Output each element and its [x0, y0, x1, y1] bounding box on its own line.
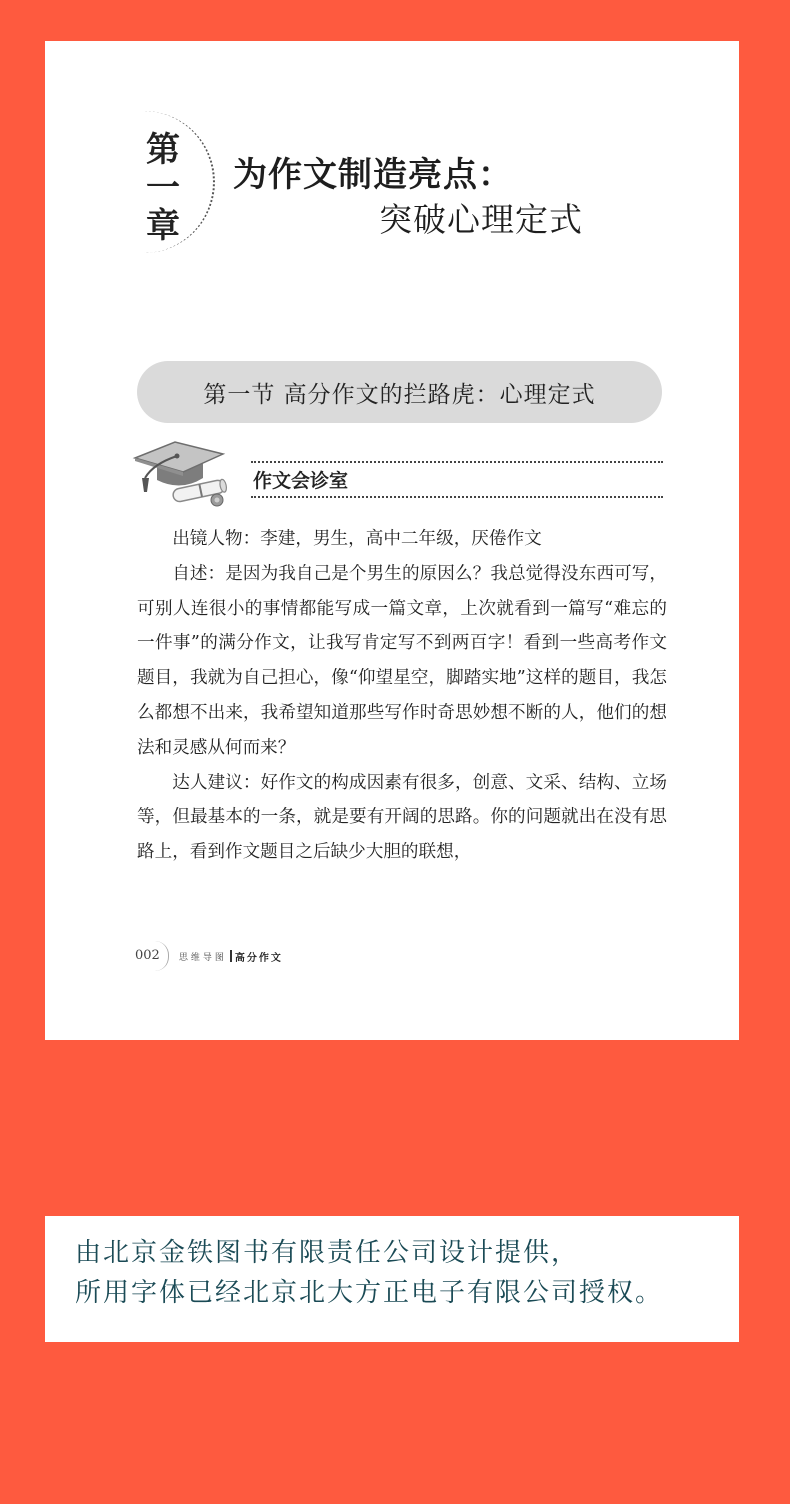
chapter-marker-char-1: 第: [146, 130, 180, 170]
body-text: [137, 522, 667, 870]
page-number: 002: [135, 941, 169, 971]
paragraph-label: 达人建议: [172, 772, 243, 793]
paragraph-label: 自述: [172, 563, 208, 584]
series-name: 思维导图: [178, 952, 227, 963]
chapter-marker-char-3: 章: [146, 206, 180, 246]
book-name: 高分作文: [234, 952, 283, 964]
paragraph-text: ：李建，男生，高中二年级，厌倦作文: [242, 529, 542, 549]
paragraph-profile: [137, 522, 667, 557]
chapter-marker-char-2: 一: [146, 168, 180, 208]
paragraph-text: ：是因为我自己是个男生的原因么？我总觉得没东西可写，可别人连很小的事情都能写成一篇文章，上次就看到一篇写“难忘的一件事”的满分作文，让我写肯定写不到两百字！看到一些高考作文题目，我就为自己担心，像“仰望星空，脚踏实地”这样的题目，我怎么都想不出来，我希望知道那些写作时奇思妙想不断的人，他们的想法和灵感从何而来？: [137, 563, 667, 758]
chapter-title-line-2: 突破心理定式: [379, 200, 583, 239]
paragraph-label: 出镜人物: [172, 529, 243, 549]
page-footer: [135, 941, 283, 971]
section-heading: 第一节 高分作文的拦路虎：心理定式: [203, 381, 596, 408]
graduation-cap-diploma-icon: [131, 434, 236, 509]
clinic-divider-top: [251, 461, 663, 463]
clinic-divider-bottom: [251, 496, 663, 498]
paragraph-expert-advice: [137, 766, 667, 870]
footer-divider: [230, 950, 232, 962]
chapter-title-line-1: 为作文制造亮点：: [233, 155, 513, 195]
paragraph-text: ：好作文的构成因素有很多，创意、文采、结构、立场等，但最基本的一条，就是要有开阔的思路。你的问题就出在没有思路上，看到作文题目之后缺少大胆的联想，: [137, 772, 667, 863]
notice-line-1: 由北京金铁图书有限责任公司设计提供，: [75, 1238, 580, 1268]
copyright-notice: [45, 1216, 739, 1342]
paragraph-self-statement: [137, 557, 667, 766]
book-page: [45, 41, 739, 1040]
clinic-heading: 作文会诊室: [253, 470, 349, 492]
notice-line-2: 所用字体已经北京北大方正电子有限公司授权。: [75, 1278, 664, 1308]
section-heading-pill: [137, 361, 662, 423]
